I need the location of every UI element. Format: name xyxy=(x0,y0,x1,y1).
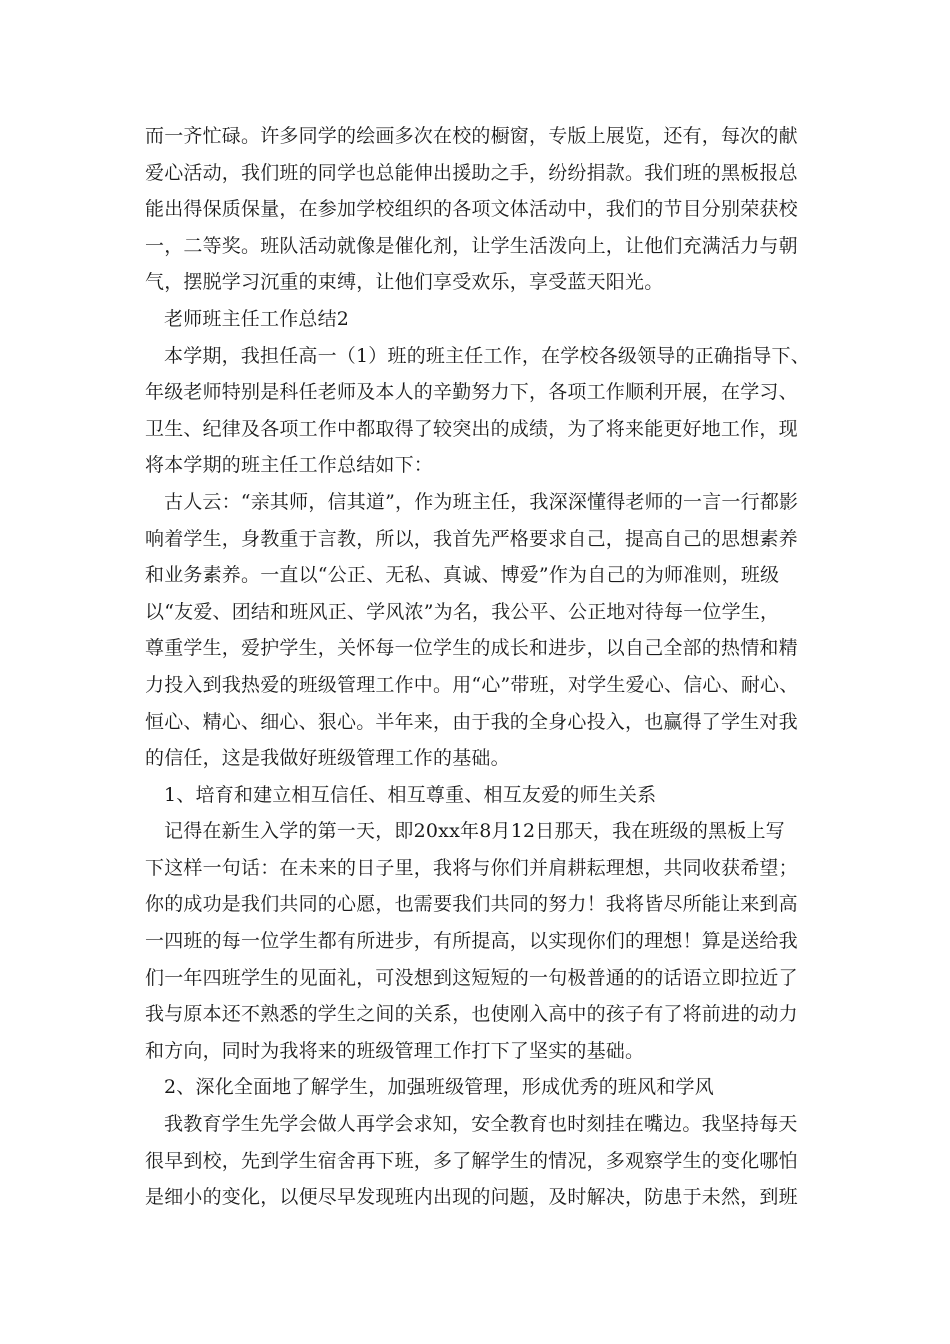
paragraph-first-line: 记得在新生入学的第一天，即20xx年8月12日那天，我在班级的黑板上写 xyxy=(164,820,785,843)
text-line: 以“友爱、团结和班风正、学风浓”为名，我公平、公正地对待每一位学生， xyxy=(145,600,780,623)
paragraph-first-line: 古人云：“亲其师，信其道”，作为班主任，我深深懂得老师的一言一行都影 xyxy=(164,490,799,513)
text-line: 卫生、纪律及各项工作中都取得了较突出的成绩，为了将来能更好地工作，现 xyxy=(145,417,798,440)
text-line: 尊重学生，爱护学生，关怀每一位学生的成长和进步，以自己全部的热情和精 xyxy=(145,637,798,660)
section-heading: 老师班主任工作总结2 xyxy=(164,307,350,330)
text-line: 一四班的每一位学生都有所进步，有所提高，以实现你们的理想！算是送给我 xyxy=(145,930,798,953)
text-line: 爱心活动，我们班的同学也总能伸出援助之手，纷纷捐款。我们班的黑板报总 xyxy=(145,161,798,184)
text-line: 的信任，这是我做好班级管理工作的基础。 xyxy=(145,747,510,770)
text-line: 年级老师特别是科任老师及本人的辛勤努力下，各项工作顺利开展，在学习、 xyxy=(145,381,798,404)
document-body xyxy=(145,118,813,1216)
text-line: 能出得保质保量，在参加学校组织的各项文体活动中，我们的节目分别荣获校 xyxy=(145,198,798,221)
text-line: 是细小的变化，以便尽早发现班内出现的问题，及时解决，防患于未然，到班 xyxy=(145,1186,798,1209)
text-line: 很早到校，先到学生宿舍再下班，多了解学生的情况，多观察学生的变化哪怕 xyxy=(145,1149,798,1172)
text-line: 气，摆脱学习沉重的束缚，让他们享受欢乐，享受蓝天阳光。 xyxy=(145,271,664,294)
subsection-heading: 2、深化全面地了解学生，加强班级管理，形成优秀的班风和学风 xyxy=(164,1076,714,1099)
subsection-heading: 1、培育和建立相互信任、相互尊重、相互友爱的师生关系 xyxy=(164,783,657,806)
text-line: 一，二等奖。班队活动就像是催化剂，让学生活泼向上，让他们充满活力与朝 xyxy=(145,234,798,257)
text-line: 和方向，同时为我将来的班级管理工作打下了坚实的基础。 xyxy=(145,1039,645,1062)
text-line: 力投入到我热爱的班级管理工作中。用“心”带班，对学生爱心、信心、耐心、 xyxy=(145,673,799,696)
text-line: 而一齐忙碌。许多同学的绘画多次在校的橱窗，专版上展览，还有，每次的献 xyxy=(145,125,798,147)
paragraph-first-line: 本学期，我担任高一（1）班的班主任工作，在学校各级领导的正确指导下、 xyxy=(164,344,810,367)
text-line: 响着学生，身教重于言教，所以，我首先严格要求自己，提高自己的思想素养 xyxy=(145,527,798,550)
text-line: 恒心、精心、细心、狠心。半年来，由于我的全身心投入，也赢得了学生对我 xyxy=(145,710,798,733)
paragraph-first-line: 我教育学生先学会做人再学会求知，安全教育也时刻挂在嘴边。我坚持每天 xyxy=(164,1113,798,1136)
text-line: 们一年四班学生的见面礼，可没想到这短短的一句极普通的的话语立即拉近了 xyxy=(145,966,798,989)
text-line: 和业务素养。一直以“公正、无私、真诚、博爱”作为自己的为师准则，班级 xyxy=(145,564,780,587)
text-line: 下这样一句话：在未来的日子里，我将与你们并肩耕耘理想，共同收获希望； xyxy=(145,856,798,879)
text-line: 我与原本还不熟悉的学生之间的关系，也使刚入高中的孩子有了将前进的动力 xyxy=(145,1003,798,1026)
text-line: 你的成功是我们共同的心愿，也需要我们共同的努力！我将皆尽所能让来到高 xyxy=(145,893,798,916)
text-line: 将本学期的班主任工作总结如下： xyxy=(145,454,434,477)
